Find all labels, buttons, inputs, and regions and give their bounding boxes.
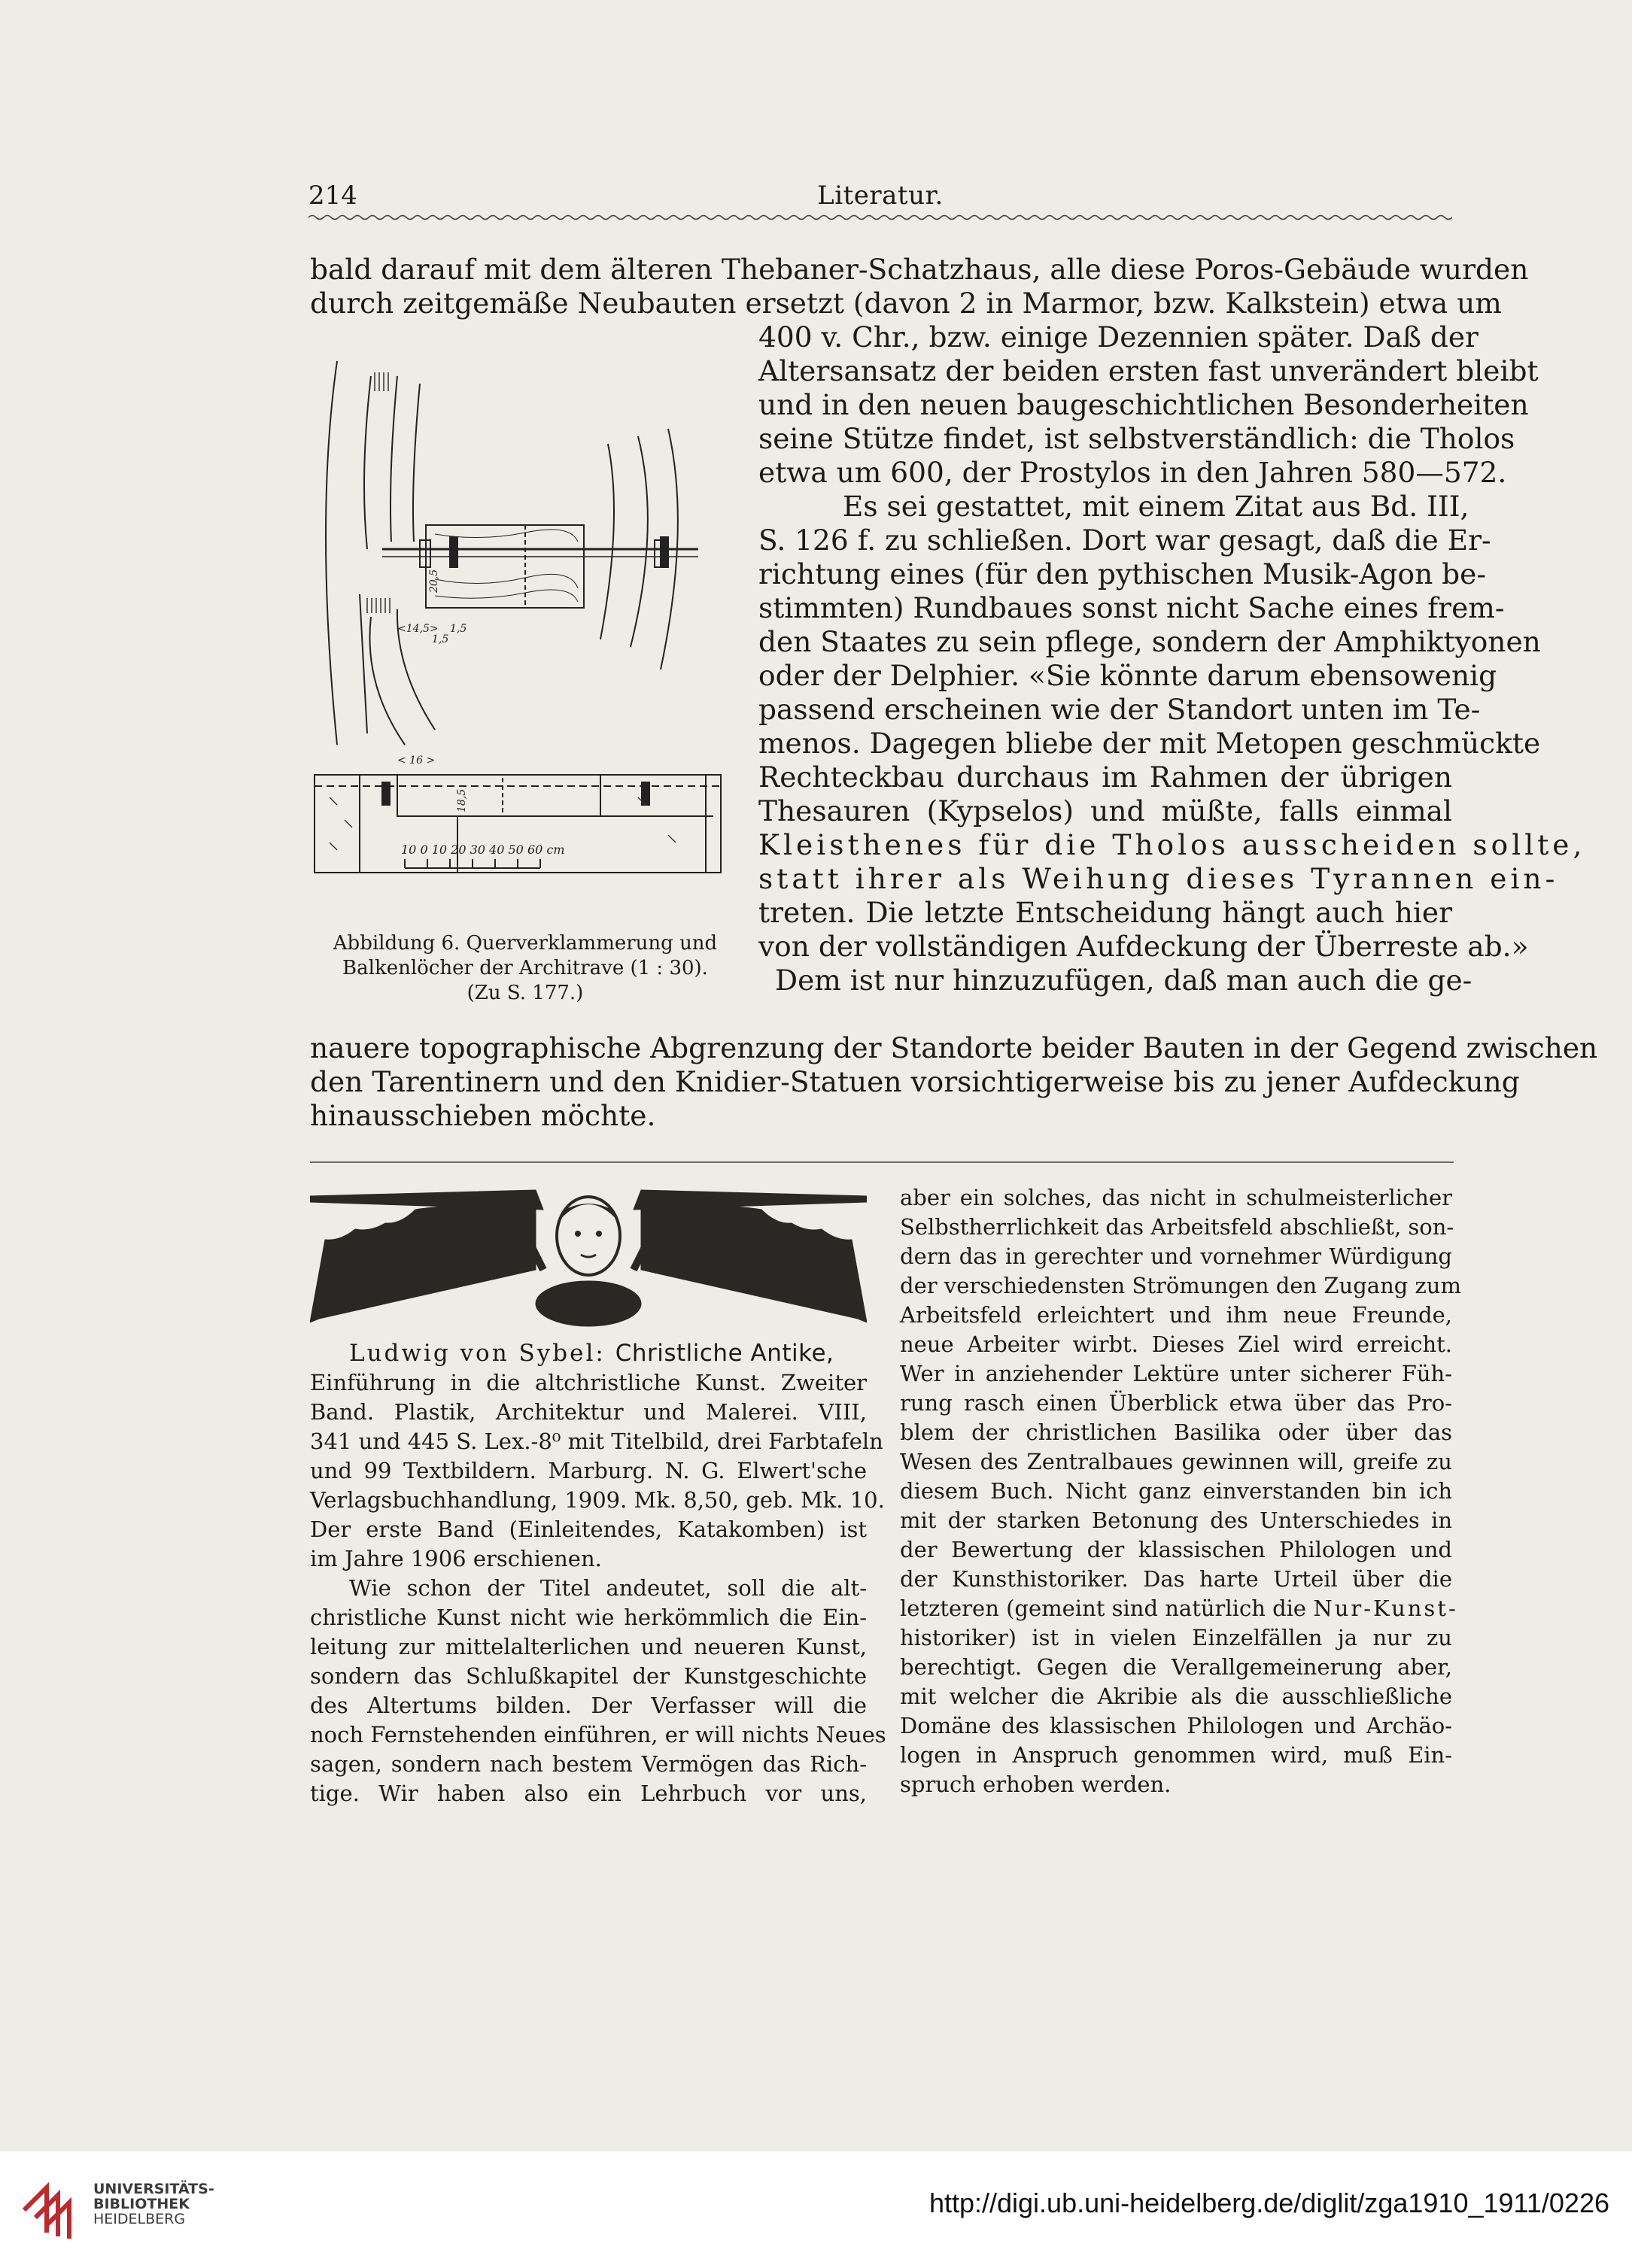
library-name-line: HEIDELBERG (93, 2211, 186, 2227)
text-line: 400 v. Chr., bzw. einige Dezennien später. Daß der (758, 320, 1479, 354)
text-line: aber ein solches, das nicht in schulmeisterlicher (900, 1185, 1452, 1210)
library-name-line: BIBLIOTHEK (93, 2196, 190, 2212)
text-line: treten. Die letzte Entscheidung hängt auch hier (758, 896, 1452, 929)
text-line: Thesauren (Kypselos) und müßte, falls einmal (758, 794, 1452, 827)
text-line: nauere topographische Abgrenzung der Standorte beider Bauten in der Gegend zwischen (310, 1031, 1598, 1064)
running-title: Literatur. (817, 181, 944, 211)
text-line: der Kunsthistoriker. Das harte Urteil über die (900, 1566, 1452, 1592)
text-line: Wesen des Zentralbaues gewinnen will, greife zu (900, 1449, 1452, 1474)
dim-label: 1,5 (432, 633, 449, 645)
text-line: Der erste Band (Einleitendes, Katakomben) ist (310, 1517, 867, 1542)
text-line: Domäne des klassischen Philologen und Archäo- (900, 1713, 1452, 1738)
text-line: tige. Wir haben also ein Lehrbuch vor uns, (310, 1781, 867, 1806)
text-line: statt ihrer als Weihung dieses Tyrannen ein- (758, 862, 1559, 895)
text-line: mit der starken Betonung des Unterschiedes in (900, 1507, 1452, 1533)
text-line: christliche Kunst nicht wie herkömmlich die Ein- (310, 1605, 867, 1630)
text-line: stimmten) Rundbaues sonst nicht Sache eines frem- (758, 591, 1505, 624)
review-left-column (310, 1339, 886, 1808)
text-line: von der vollständigen Aufdeckung der Überreste ab.» (758, 930, 1529, 963)
text-line: historiker) ist in vielen Einzelfällen ja nur zu (900, 1625, 1452, 1650)
paragraph-end (310, 1031, 1598, 1133)
text-line: bald darauf mit dem älteren Thebaner-Schatzhaus, alle diese Poros-Gebäude wurden (310, 253, 1529, 286)
architrave-plan-figure (307, 354, 743, 940)
text-line: rung rasch einen Überblick etwa über das Pro- (900, 1390, 1452, 1416)
text-line: richtung eines (für den pythischen Musik-Agon be- (758, 557, 1487, 591)
text-fragment: letzteren (gemeint sind natürlich die (900, 1595, 1307, 1621)
library-logo-icon (17, 2165, 92, 2240)
text-line: mit welcher die Akribie als die ausschließliche (900, 1684, 1452, 1709)
spaced-word: Nur-Kunst- (1313, 1595, 1458, 1621)
text-line: der verschiedensten Strömungen den Zugang zum (900, 1273, 1461, 1298)
text-line: der Bewertung der klassischen Philologen und (900, 1537, 1452, 1562)
text-line: und 99 Textbildern. Marburg. N. G. Elwert'sche (310, 1458, 867, 1483)
text-line: des Altertums bilden. Der Verfasser will die (310, 1693, 867, 1718)
text-line: noch Fernstehenden einführen, er will nichts Neues (310, 1722, 886, 1747)
caption-line: Abbildung 6. Querverklammerung und (333, 932, 718, 955)
text-line: und in den neuen baugeschichtlichen Besonderheiten (758, 388, 1529, 421)
dim-label: 1,5 (450, 623, 467, 635)
review-heading (310, 1339, 867, 1368)
text-line: Arbeitsfeld erleichtert und ihm neue Freunde, (900, 1302, 1452, 1328)
figure-caption (307, 931, 743, 1006)
caption-line: (Zu S. 177.) (467, 982, 584, 1004)
review-book-title: Christliche Antike, (615, 1340, 834, 1367)
text-line: dern das in gerechter und vornehmer Würdigung (900, 1243, 1452, 1269)
library-name (93, 2181, 214, 2227)
header-wavy-rule (308, 212, 1452, 223)
text-line: den Tarentinern und den Knidier-Statuen vorsichtigerweise bis zu jener Aufdeckung (310, 1065, 1520, 1098)
text-line: leitung zur mittelalterlichen und neueren Kunst, (310, 1634, 867, 1659)
ornament-vignette (310, 1180, 867, 1330)
text-line: Band. Plastik, Architektur und Malerei. VIII, (310, 1399, 867, 1425)
dim-label: 20,5 (428, 569, 440, 593)
text-line: Rechteckbau durchaus im Rahmen der übrigen (758, 761, 1452, 794)
dim-label: <14,5> (397, 623, 439, 635)
text-line: Wie schon der Titel andeutet, soll die alt- (349, 1575, 867, 1601)
text-line: Selbstherrlichkeit das Arbeitsfeld abschließt, son- (900, 1214, 1454, 1240)
section-rule (310, 1161, 1454, 1163)
text-line: S. 126 f. zu schließen. Dort war gesagt, daß die Er- (758, 524, 1491, 557)
text-line: Es sei gestattet, mit einem Zitat aus Bd. III, (843, 490, 1469, 523)
text-line: menos. Dagegen bliebe der mit Metopen geschmückte (758, 727, 1541, 760)
text-line: Einführung in die altchristliche Kunst. Zweiter (310, 1370, 867, 1395)
text-line: oder der Delphier. «Sie könnte darum ebensowenig (758, 659, 1497, 692)
text-line: seine Stütze findet, ist selbstverständlich: die Tholos (758, 422, 1515, 455)
text-line: blem der christlichen Basilika oder über das (900, 1419, 1452, 1445)
text-line: berechtigt. Gegen die Verallgemeinerung aber, (900, 1654, 1452, 1680)
text-line: den Staates zu sein pflege, sondern der Amphiktyonen (758, 625, 1541, 658)
text-line: passend erscheinen wie der Standort unten im Te- (758, 693, 1481, 726)
text-line: Kleisthenes für die Tholos ausscheiden sollte, (758, 828, 1586, 861)
text-line: sagen, sondern nach bestem Vermögen das Rich- (310, 1751, 867, 1777)
text-beside-figure (758, 320, 1586, 997)
intro-text (310, 253, 1529, 320)
library-name-line: UNIVERSITÄTS- (93, 2181, 214, 2197)
caption-line: Balkenlöcher der Architrave (1 : 30). (342, 957, 708, 979)
text-line: etwa um 600, der Prostylos in den Jahren 580—572. (758, 456, 1507, 489)
text-line (900, 1594, 1458, 1623)
page-number: 214 (308, 181, 357, 211)
text-line: hinausschieben möchte. (310, 1099, 656, 1132)
review-right-column (900, 1183, 1461, 1799)
text-line: Altersansatz der beiden ersten fast unverändert bleibt (758, 354, 1539, 387)
dim-label: < 16 > (397, 754, 436, 767)
text-line: 341 und 445 S. Lex.-8⁰ mit Titelbild, drei Farbtafeln (310, 1429, 883, 1454)
text-line: diesem Buch. Nicht ganz einverstanden bin ich (900, 1478, 1452, 1504)
text-line: Verlagsbuchhandlung, 1909. Mk. 8,50, geb. Mk. 10. (310, 1487, 885, 1513)
dim-label: 18,5 (456, 788, 468, 812)
review-author: Ludwig von Sybel: (349, 1340, 606, 1367)
permalink-url[interactable]: http://digi.ub.uni-heidelberg.de/diglit/zga1910_1911/0226 (928, 2188, 1609, 2218)
text-line: spruch erhoben werden. (900, 1772, 1172, 1797)
text-line: sondern das Schlußkapitel der Kunstgeschichte (310, 1663, 867, 1689)
text-line: logen in Anspruch genommen wird, muß Ein- (900, 1742, 1452, 1768)
text-line: im Jahre 1906 erschienen. (310, 1546, 602, 1571)
text-line: durch zeitgemäße Neubauten ersetzt (davon 2 in Marmor, bzw. Kalkstein) etwa um (310, 287, 1502, 320)
scale-label: 10 0 10 20 30 40 50 60 cm (401, 843, 565, 857)
text-line: Wer in anziehender Lektüre unter sicherer Füh- (900, 1361, 1452, 1386)
text-line: neue Arbeiter wirbt. Dieses Ziel wird erreicht. (900, 1331, 1452, 1357)
text-line: Dem ist nur hinzuzufügen, daß man auch die ge- (775, 964, 1472, 997)
